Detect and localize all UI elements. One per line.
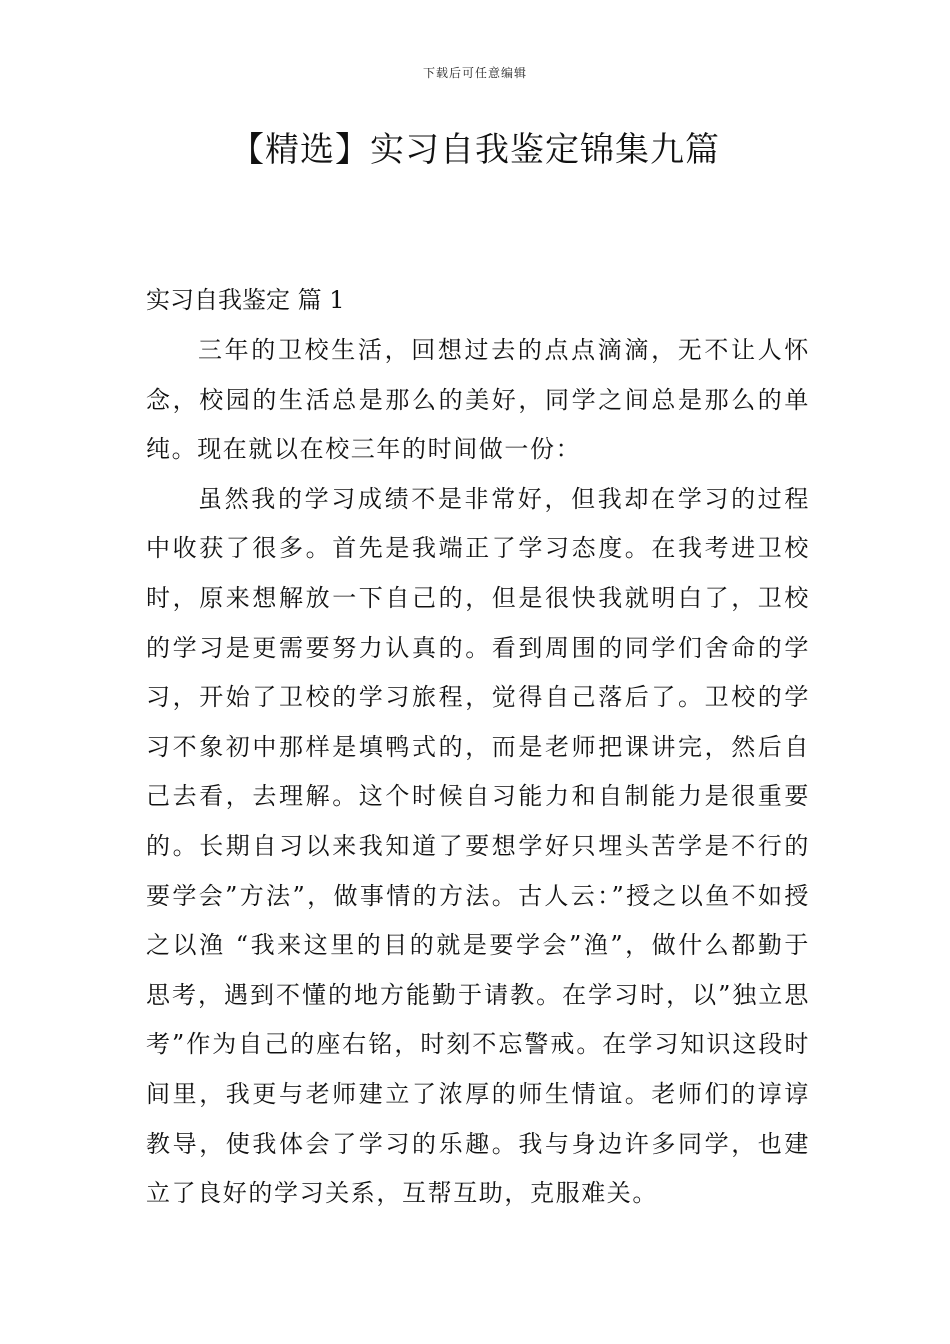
paragraph: 虽然我的学习成绩不是非常好，但我却在学习的过程中收获了很多。首先是我端正了学习态度。在我考进卫校时，原来想解放一下自己的，但是很快我就明白了，卫校的学习是更需要努力认真的。看到周围的同学们舍命的学习，开始了卫校的学习旅程，觉得自己落后了。卫校的学习不象初中那样是填鸭式的，而是老师把课讲完，然后自己去看，去理解。这个时候自习能力和自制能力是很重要的。长期自习以来我知道了要想学好只埋头苦学是不行的要学会”方法”，做事情的方法。古人云：”授之以鱼不如授之以渔 “我来这里的目的就是要学会”渔”，做什么都勤于思考，遇到不懂的地方能勤于请教。在学习时，以”独立思考”作为自己的座右铭，时刻不忘警戒。在学习知识这段时间里，我更与老师建立了浓厚的师生情谊。老师们的谆谆教导，使我体会了学习的乐趣。我与身边许多同学，也建立了良好的学习关系，互帮互助，克服难关。 — [146, 484, 810, 1208]
header-note: 下载后可任意编辑 — [422, 66, 527, 80]
document-title: 【精选】实习自我鉴定锦集九篇 — [230, 130, 720, 170]
section-body — [146, 326, 810, 1219]
section-heading: 实习自我鉴定 篇 1 — [146, 286, 345, 314]
paragraph: 三年的卫校生活，回想过去的点点滴滴，无不让人怀念，校园的生活总是那么的美好，同学之间总是那么的单纯。现在就以在校三年的时间做一份： — [146, 336, 810, 464]
